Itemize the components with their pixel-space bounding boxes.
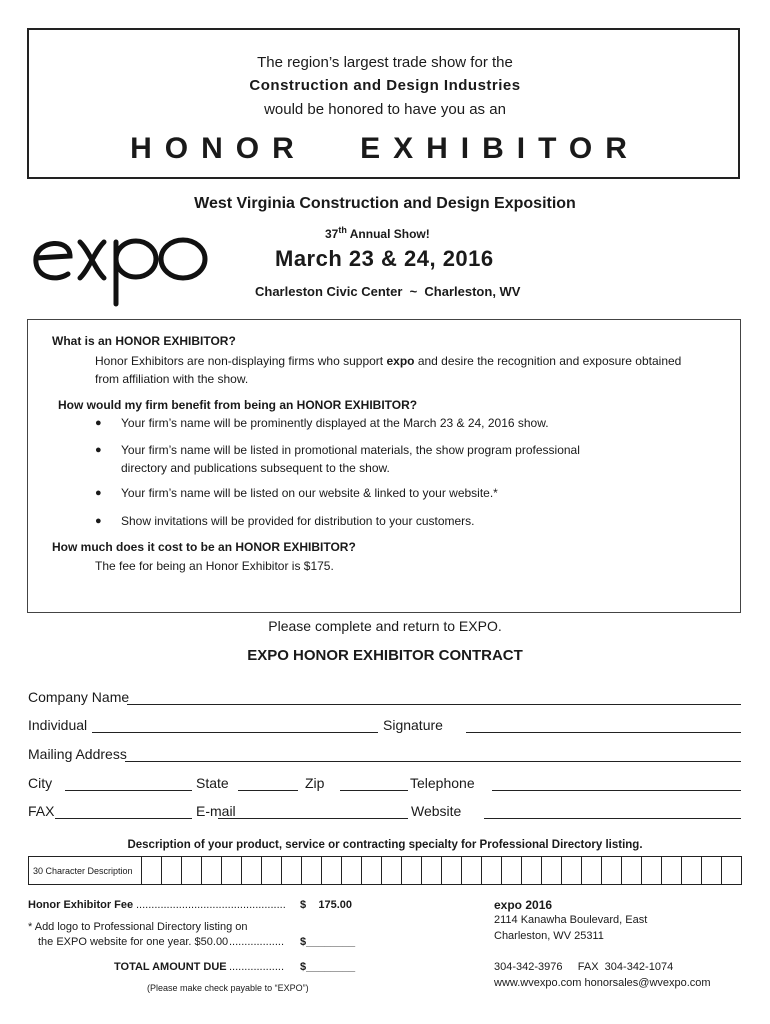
total-label: TOTAL AMOUNT DUE — [114, 961, 227, 973]
contact-org — [494, 898, 552, 912]
signature-label: Signature — [383, 717, 443, 733]
question-what: What is an HONOR EXHIBITOR? — [52, 334, 236, 348]
bullet-icon: ● — [95, 444, 102, 456]
expo-logo — [30, 228, 210, 308]
character-cell[interactable] — [322, 857, 342, 884]
character-cell[interactable] — [522, 857, 542, 884]
character-cell[interactable] — [282, 857, 302, 884]
character-cell[interactable] — [402, 857, 422, 884]
logo-addon-line1: * Add logo to Professional Directory listing on — [28, 921, 248, 933]
character-cell[interactable] — [662, 857, 682, 884]
fee-dots: ................................................. — [136, 899, 286, 911]
state-field[interactable] — [238, 790, 298, 791]
annual-number: 37 — [325, 227, 339, 241]
fax-field[interactable] — [55, 818, 192, 819]
contact-org-name: expo — [494, 898, 523, 912]
email-field[interactable] — [218, 818, 408, 819]
logo-addon-dots: .................. — [229, 936, 285, 948]
check-note: (Please make check payable to “EXPO”) — [147, 983, 309, 993]
signature-field[interactable] — [466, 732, 741, 733]
character-cell[interactable] — [382, 857, 402, 884]
character-cell[interactable] — [262, 857, 282, 884]
character-cell[interactable] — [482, 857, 502, 884]
bullet-icon: ● — [95, 515, 102, 527]
answer-what-line2: from affiliation with the show. — [95, 372, 249, 386]
character-cell[interactable] — [362, 857, 382, 884]
address-field[interactable] — [125, 761, 741, 762]
character-cell[interactable] — [682, 857, 702, 884]
character-cell[interactable] — [342, 857, 362, 884]
bullet-icon: ● — [95, 417, 102, 429]
benefit-item-continued: directory and publications subsequent to the show. — [121, 461, 390, 475]
logo-addon-amount[interactable]: $________ — [300, 936, 356, 948]
telephone-field[interactable] — [492, 790, 741, 791]
city-field[interactable] — [65, 790, 192, 791]
contact-org-year: 2016 — [522, 898, 553, 912]
question-cost: How much does it cost to be an HONOR EXHIBITOR? — [52, 540, 356, 554]
intro-line-3: would be honored to have you as an — [264, 101, 506, 118]
character-cell[interactable] — [502, 857, 522, 884]
character-cell[interactable] — [542, 857, 562, 884]
character-cell[interactable] — [602, 857, 622, 884]
fee-value: $ 175.00 — [300, 899, 352, 911]
total-dots: .................. — [229, 961, 285, 973]
annual-show — [325, 225, 430, 241]
answer-what-expo: expo — [386, 354, 415, 368]
website-field[interactable] — [484, 818, 741, 819]
benefit-item: Show invitations will be provided for distribution to your customers. — [121, 514, 475, 528]
answer-what-text-2: and desire the recognition and exposure obtained — [414, 354, 682, 368]
intro-line-2: Construction and Design Industries — [249, 77, 521, 94]
answer-what-text: Honor Exhibitors are non-displaying firms who support — [95, 354, 387, 368]
question-benefit: How would my firm benefit from being an HONOR EXHIBITOR? — [58, 398, 418, 412]
character-cell[interactable] — [202, 857, 222, 884]
bullet-icon: ● — [95, 487, 102, 499]
character-cell[interactable] — [302, 857, 322, 884]
event-venue: Charleston Civic Center ~ Charleston, WV — [255, 284, 521, 299]
state-label: State — [196, 775, 229, 791]
company-label: Company Name — [28, 689, 130, 705]
character-cell[interactable] — [242, 857, 262, 884]
character-cell[interactable] — [142, 857, 162, 884]
telephone-label: Telephone — [410, 775, 475, 791]
city-label: City — [28, 775, 53, 791]
return-note: Please complete and return to EXPO. — [268, 618, 502, 634]
character-cell[interactable] — [462, 857, 482, 884]
website-label: Website — [411, 803, 462, 819]
total-amount[interactable]: $________ — [300, 961, 356, 973]
annual-text: Annual Show! — [349, 227, 430, 241]
page-title: HONOR EXHIBITOR — [130, 132, 640, 165]
character-cell[interactable] — [422, 857, 442, 884]
benefit-item: Your firm’s name will be listed in promotional materials, the show program professional — [121, 443, 580, 457]
character-cell[interactable] — [442, 857, 462, 884]
character-cell[interactable] — [702, 857, 722, 884]
zip-label: Zip — [305, 775, 325, 791]
character-grid — [28, 856, 742, 885]
character-grid-label: 30 Character Description — [29, 857, 142, 884]
contract-title: EXPO HONOR EXHIBITOR CONTRACT — [247, 647, 523, 664]
individual-label: Individual — [28, 717, 88, 733]
benefit-item: Your firm’s name will be prominently displayed at the March 23 & 24, 2016 show. — [121, 416, 549, 430]
character-cell[interactable] — [562, 857, 582, 884]
fee-label: Honor Exhibitor Fee — [28, 899, 134, 911]
contact-address-2: Charleston, WV 25311 — [494, 930, 604, 942]
answer-cost: The fee for being an Honor Exhibitor is $175. — [95, 559, 334, 573]
email-label: E-mail — [196, 803, 236, 819]
character-cell[interactable] — [582, 857, 602, 884]
answer-what — [95, 352, 681, 370]
character-cell[interactable] — [642, 857, 662, 884]
character-cell[interactable] — [162, 857, 182, 884]
benefit-item: Your firm’s name will be listed on our website & linked to your website.* — [121, 486, 498, 500]
address-label: Mailing Address — [28, 746, 127, 762]
individual-field[interactable] — [92, 732, 378, 733]
character-cell[interactable] — [622, 857, 642, 884]
fax-label: FAX — [28, 803, 55, 819]
contact-address-1: 2114 Kanawha Boulevard, East — [494, 914, 648, 926]
contact-phone: 304-342-3976 FAX 304-342-1074 — [494, 961, 674, 973]
event-name: West Virginia Construction and Design Exposition — [194, 195, 576, 212]
company-field[interactable] — [127, 704, 741, 705]
description-heading: Description of your product, service or contracting specialty for Professional Directory listing. — [127, 839, 643, 851]
character-cell[interactable] — [222, 857, 242, 884]
annual-suffix: th — [338, 225, 347, 235]
zip-field[interactable] — [340, 790, 408, 791]
character-cell[interactable] — [722, 857, 741, 884]
intro-line-1: The region’s largest trade show for the — [257, 54, 513, 71]
character-cell[interactable] — [182, 857, 202, 884]
logo-addon-line2: the EXPO website for one year. $50.00 — [38, 936, 229, 948]
event-dates: March 23 & 24, 2016 — [275, 246, 494, 271]
contact-web-email[interactable]: www.wvexpo.com honorsales@wvexpo.com — [494, 977, 711, 989]
